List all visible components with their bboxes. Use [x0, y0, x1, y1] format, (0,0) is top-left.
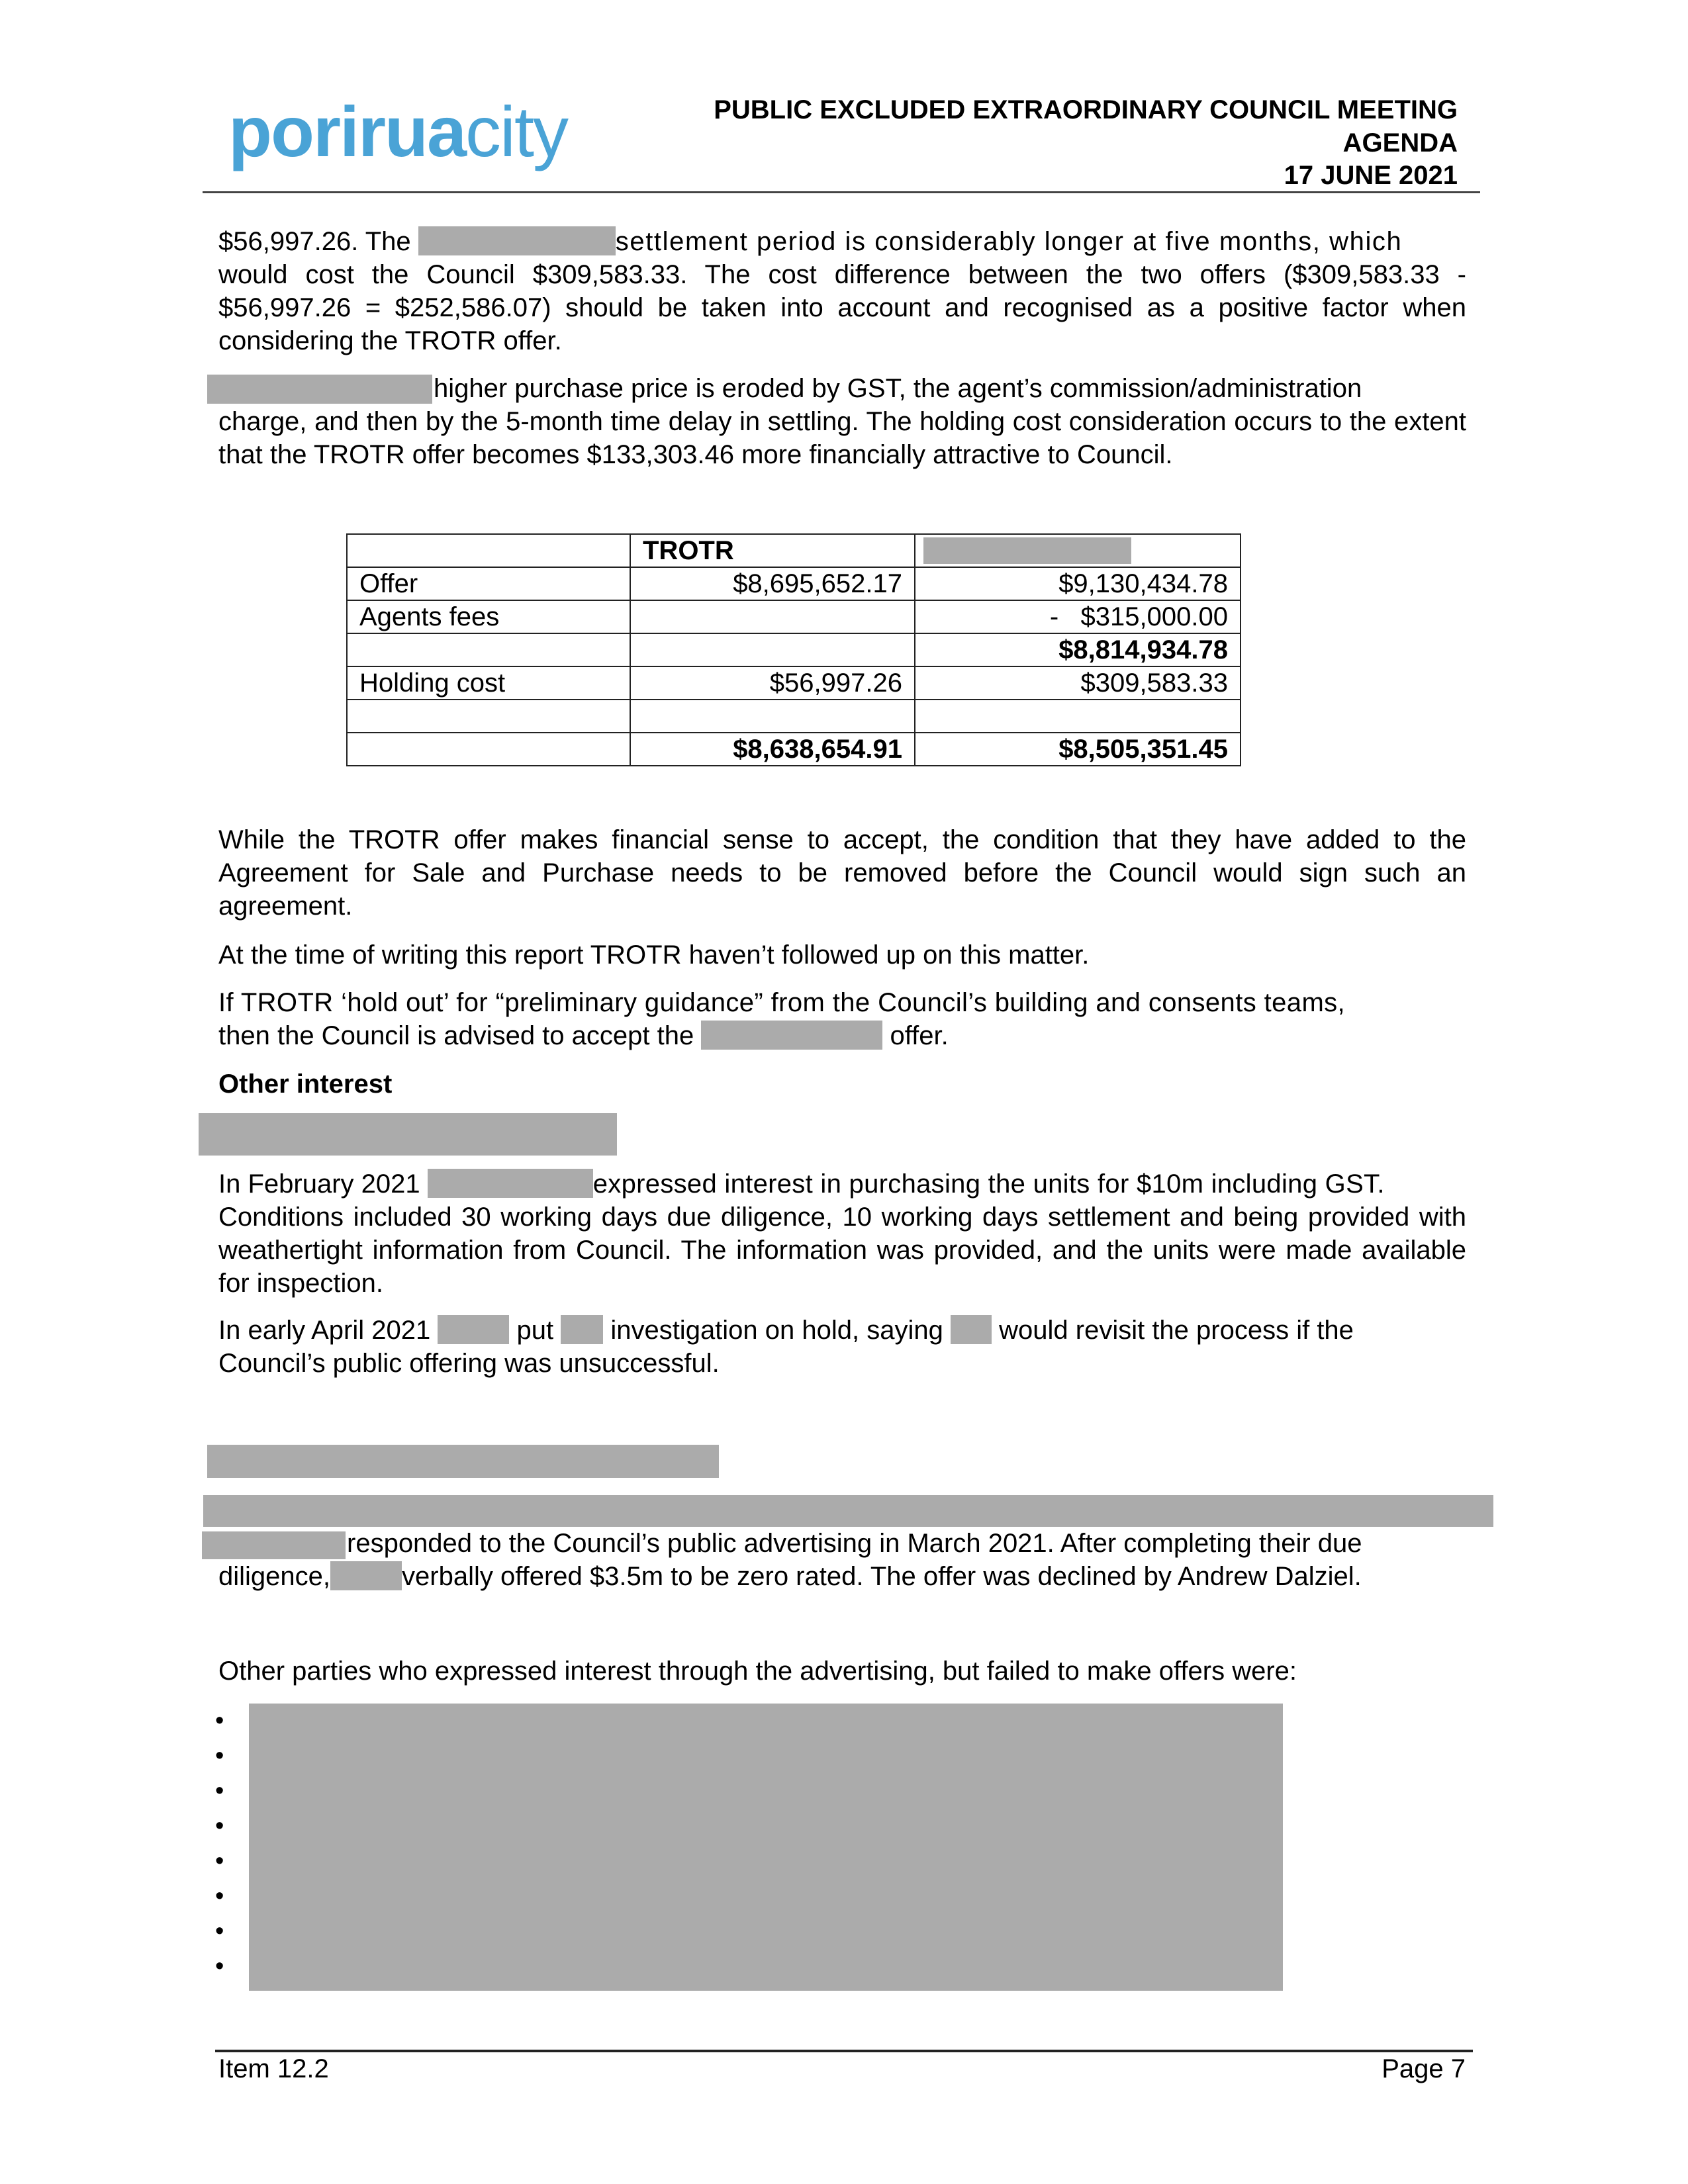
- list-item: •: [215, 1812, 224, 1840]
- list-item: •: [215, 1882, 224, 1910]
- paragraph: While the TROTR offer makes financial sense to accept, the condition that they have added to the Agreement for Sale and Purchase needs to be removed before the Council would sign such an agreement.: [218, 825, 1466, 921]
- agenda-label: AGENDA: [1342, 128, 1458, 158]
- redaction: [923, 537, 1131, 564]
- meeting-date: 17 JUNE 2021: [1284, 161, 1458, 190]
- paragraph-line: responded to the Council’s public advertising in March 2021. After completing their due: [347, 1529, 1362, 1558]
- paragraph-line: then the Council is advised to accept the offer.: [218, 1021, 949, 1050]
- paragraph-line: higher purchase price is eroded by GST, the agent’s commission/administration: [434, 374, 1362, 403]
- redaction: [438, 1315, 509, 1344]
- redaction: [330, 1561, 402, 1590]
- footer-item-number: Item 12.2: [218, 2054, 329, 2083]
- paragraph-line: $56,997.26. The settlement period is considerably longer at five months, which: [218, 227, 1403, 256]
- paragraph: charge, and then by the 5-month time delay in settling. The holding cost consideration occurs to the extent that the TROTR offer becomes $133,303.46 more financially attractive to Council.: [218, 407, 1466, 469]
- redaction: [418, 226, 616, 255]
- paragraph-line: Council’s public offering was unsuccessful.: [218, 1349, 720, 1378]
- table-total-row: $8,638,654.91 $8,505,351.45: [347, 733, 1241, 766]
- table-row: Holding cost $56,997.26 $309,583.33: [347, 666, 1241, 700]
- redaction: [207, 1445, 719, 1478]
- redaction: [199, 1113, 617, 1156]
- list-item: •: [215, 1952, 224, 1980]
- footer-page-number: Page 7: [1382, 2054, 1466, 2083]
- list-item: •: [215, 1707, 224, 1735]
- section-heading-other-interest: Other interest: [218, 1069, 393, 1099]
- footer-rule: [215, 2050, 1473, 2052]
- paragraph-line: If TROTR ‘hold out’ for “preliminary guidance” from the Council’s building and consents teams,: [218, 988, 1346, 1017]
- column-header-trotr: TROTR: [630, 534, 915, 567]
- redaction: [428, 1169, 593, 1198]
- list-item: •: [215, 1777, 224, 1805]
- paragraph-line: diligence, verbally offered $3.5m to be zero rated. The offer was declined by Andrew Dalziel.: [218, 1562, 1362, 1591]
- meeting-title: PUBLIC EXCLUDED EXTRAORDINARY COUNCIL MEETING: [714, 95, 1458, 124]
- paragraph-line: Other parties who expressed interest through the advertising, but failed to make offers were:: [218, 1657, 1297, 1686]
- table-row: Agents fees - $315,000.00: [347, 600, 1241, 633]
- redaction: [203, 1495, 1493, 1527]
- paragraph: At the time of writing this report TROTR haven’t followed up on this matter.: [218, 940, 1090, 970]
- redaction: [249, 1704, 1283, 1991]
- table-row: $8,814,934.78: [347, 633, 1241, 666]
- header-rule: [203, 191, 1480, 193]
- offer-comparison-table: [346, 533, 1241, 766]
- list-item: •: [215, 1847, 224, 1875]
- list-item: •: [215, 1917, 224, 1945]
- redaction: [951, 1315, 992, 1344]
- table-row: Offer $8,695,652.17 $9,130,434.78: [347, 567, 1241, 600]
- redaction: [561, 1315, 603, 1344]
- poriruacity-logo: poriruacity: [228, 91, 568, 171]
- paragraph-line: In early April 2021 put investigation on hold, saying would revisit the process if the: [218, 1316, 1354, 1345]
- paragraph: would cost the Council $309,583.33. The cost difference between the two offers ($309,583.33 - $56,997.26 = $252,586.07) should be taken into account and recognised as a positive factor when considering the TROTR offer.: [218, 260, 1466, 355]
- redaction: [207, 375, 432, 404]
- paragraph-line: In February 2021 expressed interest in purchasing the units for $10m including GST.: [218, 1169, 1385, 1199]
- redaction: [701, 1021, 882, 1050]
- redaction: [202, 1531, 346, 1559]
- paragraph: Conditions included 30 working days due diligence, 10 working days settlement and being provided with weathertight information from Council. The information was provided, and the units were made available for inspection.: [218, 1203, 1466, 1298]
- table-row: [347, 700, 1241, 733]
- list-item: •: [215, 1742, 224, 1770]
